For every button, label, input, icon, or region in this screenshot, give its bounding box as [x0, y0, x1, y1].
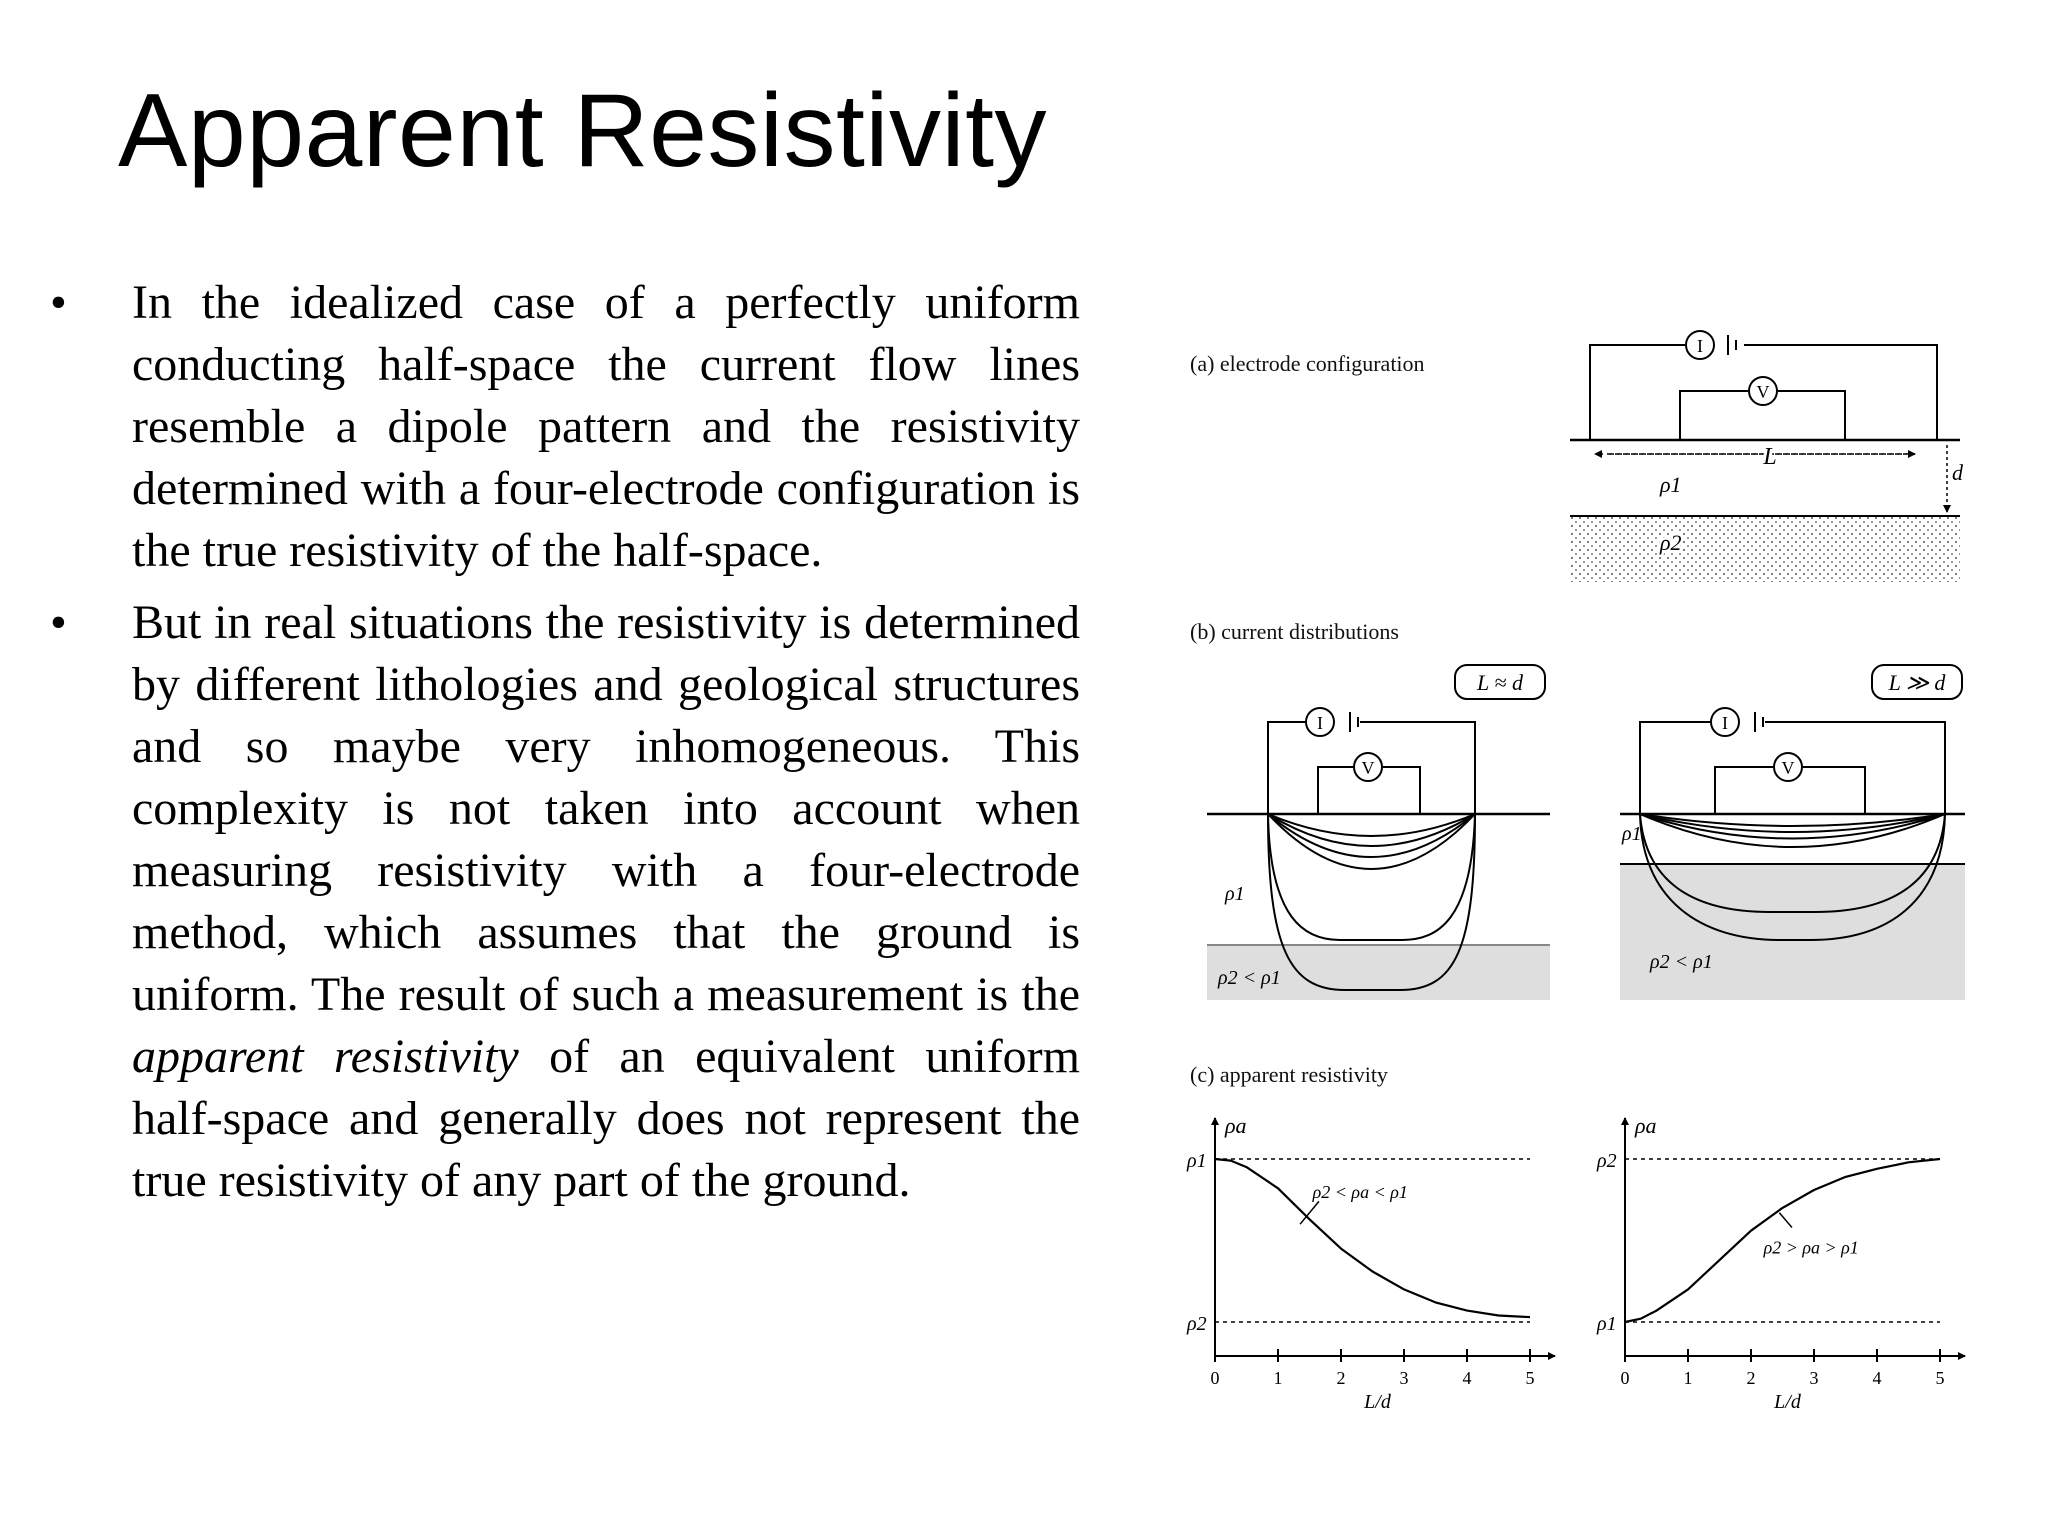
bullet-item	[50, 272, 1080, 582]
panel-b-right	[1620, 665, 1965, 1000]
y-tick-label: ρ2	[1597, 1150, 1617, 1172]
relation-label: ρ2 < ρ1	[1650, 951, 1713, 973]
x-tick-label: 1	[1273, 1368, 1283, 1388]
depth-label: d	[1952, 460, 1963, 485]
layer2-label: ρ2	[1660, 530, 1682, 555]
voltmeter-label: V	[1361, 758, 1375, 778]
y-tick-label: ρ1	[1187, 1150, 1207, 1172]
case-label: L ≫ d	[1888, 670, 1946, 695]
x-axis-label: L/d	[1364, 1391, 1391, 1413]
length-label: L	[1763, 444, 1777, 470]
ammeter-label: I	[1317, 713, 1323, 733]
x-axis-label: L/d	[1774, 1391, 1801, 1413]
y-tick-label: ρ1	[1597, 1313, 1617, 1335]
relation-label: ρ2 < ρ1	[1218, 967, 1281, 989]
layer1-label: ρ1	[1660, 472, 1682, 497]
substrate-layer	[1570, 516, 1960, 582]
slide-title: Apparent Resistivity	[118, 73, 1048, 189]
x-tick-label: 0	[1210, 1368, 1220, 1388]
voltmeter-label: V	[1756, 382, 1770, 402]
bullet-list	[50, 272, 1080, 1222]
annotation-pointer	[1779, 1213, 1792, 1228]
bullet-text: In the idealized case of a perfectly uniform conducting half-space the current flow lines resemble a dipole pattern and the resistivity determined with a four-electrode configuration is the true resistivity of the half-space.	[132, 276, 1080, 577]
bullet-italic-term: apparent resistivity	[132, 1030, 519, 1083]
panel-a-caption: (a) electrode configuration	[1190, 351, 1425, 376]
panel-c-apparent-resistivity	[1186, 1062, 1965, 1413]
voltmeter-label: V	[1781, 758, 1795, 778]
curve-annotation: ρ2 > ρa > ρ1	[1763, 1237, 1859, 1258]
panel-b-caption: (b) current distributions	[1190, 619, 1399, 644]
chart-rho2-less-than-rho1	[1186, 1113, 1555, 1413]
x-tick-label: 4	[1872, 1368, 1882, 1388]
x-tick-label: 3	[1399, 1368, 1409, 1388]
chart-rho2-greater-than-rho1	[1596, 1113, 1965, 1413]
panel-b-left	[1207, 665, 1550, 1000]
ammeter-label: I	[1697, 336, 1703, 356]
x-tick-label: 2	[1336, 1368, 1346, 1388]
x-tick-label: 5	[1935, 1368, 1945, 1388]
bullet-text: But in real situations the resistivity is determined by different lithologies and geological structures and so maybe very inhomogeneous. This complexity is not taken into account when measuring resistivity with a four-electrode method, which assumes that the ground is uniform. The result of such a measurement is the	[132, 596, 1080, 1021]
ammeter-label: I	[1722, 713, 1728, 733]
x-tick-label: 4	[1462, 1368, 1472, 1388]
panel-a-electrode-configuration	[1190, 331, 1964, 582]
bullet-marker: •	[50, 596, 67, 649]
x-tick-label: 5	[1525, 1368, 1535, 1388]
resistivity-figure	[1170, 300, 1980, 1440]
y-axis-label: ρa	[1635, 1113, 1657, 1138]
x-tick-label: 1	[1683, 1368, 1693, 1388]
layer1-label: ρ1	[1622, 823, 1642, 845]
x-tick-label: 0	[1620, 1368, 1630, 1388]
x-tick-label: 3	[1809, 1368, 1819, 1388]
panel-c-caption: (c) apparent resistivity	[1190, 1062, 1388, 1087]
bullet-item	[50, 592, 1080, 1212]
layer1-label: ρ1	[1225, 883, 1245, 905]
y-axis-label: ρa	[1225, 1113, 1247, 1138]
y-tick-label: ρ2	[1187, 1313, 1207, 1335]
panel-b-current-distributions	[1190, 619, 1965, 1000]
curve-annotation: ρ2 < ρa < ρ1	[1312, 1182, 1408, 1203]
bullet-text: of an equivalent uniform half-space and generally does not represent the true resistivity of any part of the ground.	[132, 1030, 1081, 1207]
bullet-marker: •	[50, 276, 67, 329]
x-tick-label: 2	[1746, 1368, 1756, 1388]
case-label: L ≈ d	[1477, 670, 1523, 695]
